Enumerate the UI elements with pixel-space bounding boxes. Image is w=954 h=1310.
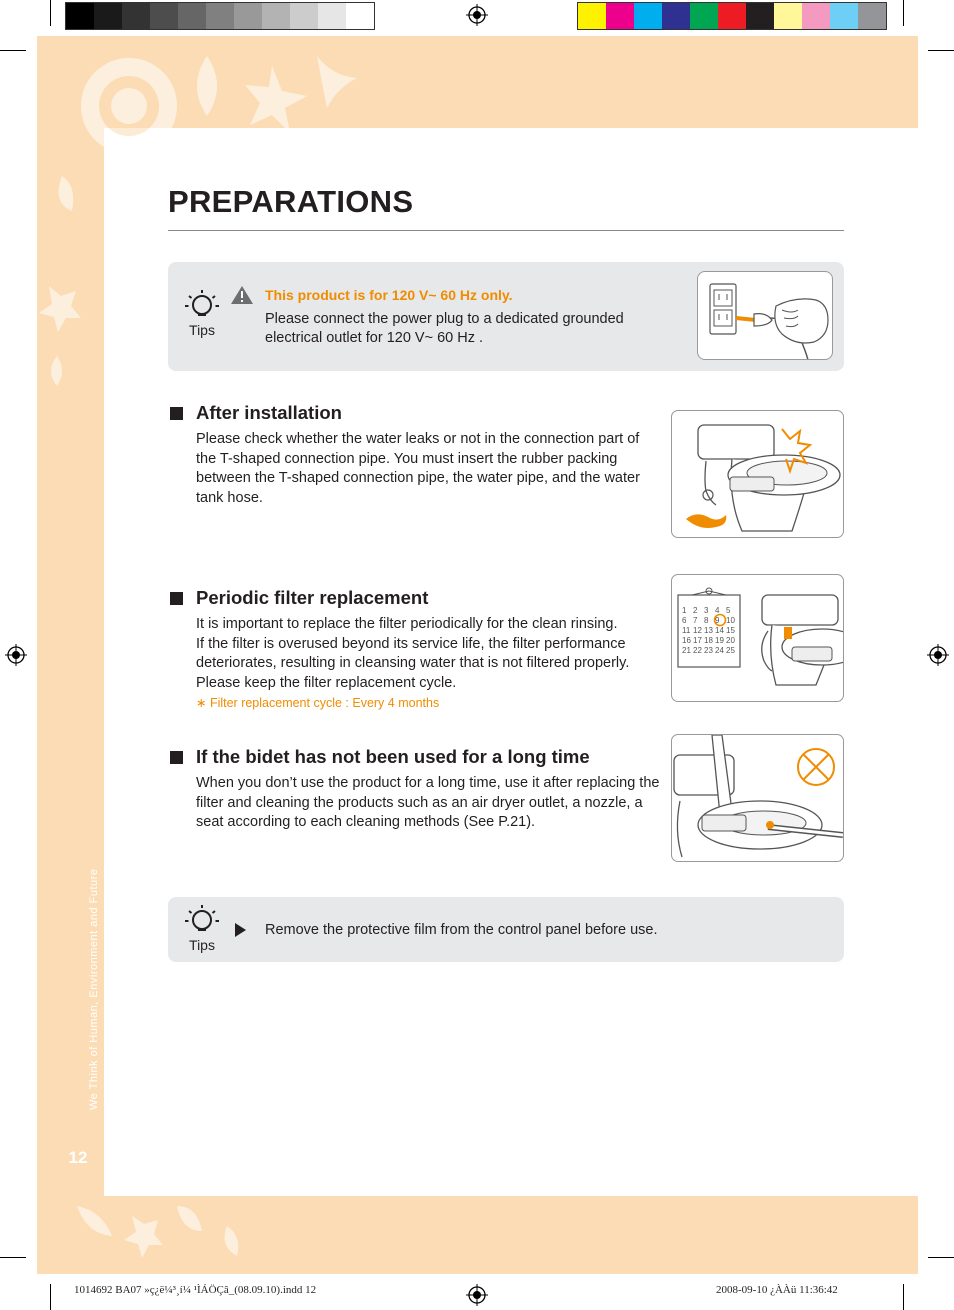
- page-title: PREPARATIONS: [168, 184, 414, 219]
- registration-mark-icon: [466, 4, 488, 26]
- page-number: 12: [68, 1148, 88, 1167]
- crop-mark: [928, 1257, 954, 1258]
- calendar-day: 14: [715, 626, 724, 635]
- calendar-day: 10: [726, 616, 735, 625]
- play-arrow-icon: [235, 923, 246, 937]
- crop-mark: [928, 50, 954, 51]
- protective-film-tip: Remove the protective film from the control panel before use.: [265, 922, 658, 938]
- filter-cycle-note: ∗ Filter replacement cycle : Every 4 months: [196, 696, 440, 710]
- calendar-day: 22: [693, 646, 702, 655]
- tips-lightbulb-icon: [182, 903, 222, 935]
- warning-heading: This product is for 120 V~ 60 Hz only.: [265, 287, 513, 303]
- calendar-day: 3: [704, 606, 709, 615]
- registration-mark-icon: [927, 644, 949, 666]
- filter-calendar-illustration: [671, 574, 844, 702]
- power-plug-illustration: [697, 271, 833, 360]
- calendar-day: 20: [726, 636, 735, 645]
- section-body-filter-replacement: [196, 615, 661, 693]
- warning-triangle-icon: [230, 285, 254, 305]
- tips-badge: [182, 903, 222, 959]
- tips-label: Tips: [189, 322, 215, 338]
- registration-mark-icon: [5, 644, 27, 666]
- title-divider: [168, 230, 844, 231]
- calendar-day: 7: [693, 616, 698, 625]
- calendar-day: 15: [726, 626, 735, 635]
- crop-mark: [903, 0, 904, 26]
- section-body-long-time-unused: When you don’t use the product for a long time, use it after replacing the filter and cleaning the products such as an air dryer outlet, a nozzle, a seat according to each cleaning methods (See P.21).: [196, 775, 660, 831]
- calendar-day: 19: [715, 636, 724, 645]
- header-band: [37, 36, 918, 128]
- grayscale-calibration-bar: [65, 2, 375, 30]
- calendar-day: 4: [715, 606, 720, 615]
- section-heading-long-time-unused: If the bidet has not been used for a long time: [196, 746, 590, 767]
- section-heading-filter-replacement: Periodic filter replacement: [196, 587, 429, 608]
- calendar-day: 6: [682, 616, 687, 625]
- calendar-day: 12: [693, 626, 702, 635]
- print-timestamp: 2008-09-10 ¿ÀÀü 11:36:42: [716, 1284, 838, 1296]
- section-body-after-installation: Please check whether the water leaks or not in the connection part of the T-shaped connection pipe. You must insert the rubber packing between the T-shaped connection pipe, the water pipe, and the water tank hose.: [196, 431, 640, 506]
- calendar-day: 23: [704, 646, 713, 655]
- cleaning-illustration: [671, 734, 844, 862]
- leak-check-illustration: [671, 410, 844, 538]
- section-bullet: [170, 407, 183, 420]
- warning-body: Please connect the power plug to a dedicated grounded electrical outlet for 120 V~ 60 Hz .: [265, 311, 624, 346]
- crop-mark: [50, 0, 51, 26]
- calendar-day: 25: [726, 646, 735, 655]
- section-heading-after-installation: After installation: [196, 402, 342, 423]
- calendar-day: 18: [704, 636, 713, 645]
- footer-band: [37, 1196, 918, 1274]
- crop-mark: [0, 1257, 26, 1258]
- calendar-day: 17: [693, 636, 702, 645]
- filter-body-line: It is important to replace the filter periodically for the clean rinsing.: [196, 616, 618, 632]
- tips-badge: [182, 288, 222, 344]
- crop-mark: [903, 1284, 904, 1310]
- print-file-info: 1014692 BA07 »ç¿ë¼³¸í¼ ¹ÌÁÖÇâ_(08.09.10).indd 12: [74, 1284, 317, 1296]
- calendar-day: 11: [682, 626, 691, 635]
- filter-body-line: If the filter is overused beyond its service life, the filter performance deteriorates, resulting in cleansing water that is not filtered properly.: [196, 635, 630, 672]
- tips-label: Tips: [189, 937, 215, 953]
- calendar-day: 16: [682, 636, 691, 645]
- calendar-day: 21: [682, 646, 691, 655]
- calendar-day: 5: [726, 606, 731, 615]
- section-bullet: [170, 592, 183, 605]
- crop-mark: [50, 1284, 51, 1310]
- crop-mark: [0, 50, 26, 51]
- filter-body-line: Please keep the filter replacement cycle.: [196, 674, 457, 691]
- tips-lightbulb-icon: [182, 288, 222, 320]
- calendar-day: 13: [704, 626, 713, 635]
- calendar-day: 1: [682, 606, 687, 615]
- calendar-day: 8: [704, 616, 709, 625]
- calendar-day: 9: [715, 616, 720, 625]
- section-bullet: [170, 751, 183, 764]
- color-calibration-bar: [577, 2, 887, 30]
- side-tagline: We Think of Human, Environment and Future: [88, 868, 100, 1110]
- calendar-day: 24: [715, 646, 724, 655]
- registration-mark-icon: [466, 1284, 488, 1306]
- calendar-day: 2: [693, 606, 698, 615]
